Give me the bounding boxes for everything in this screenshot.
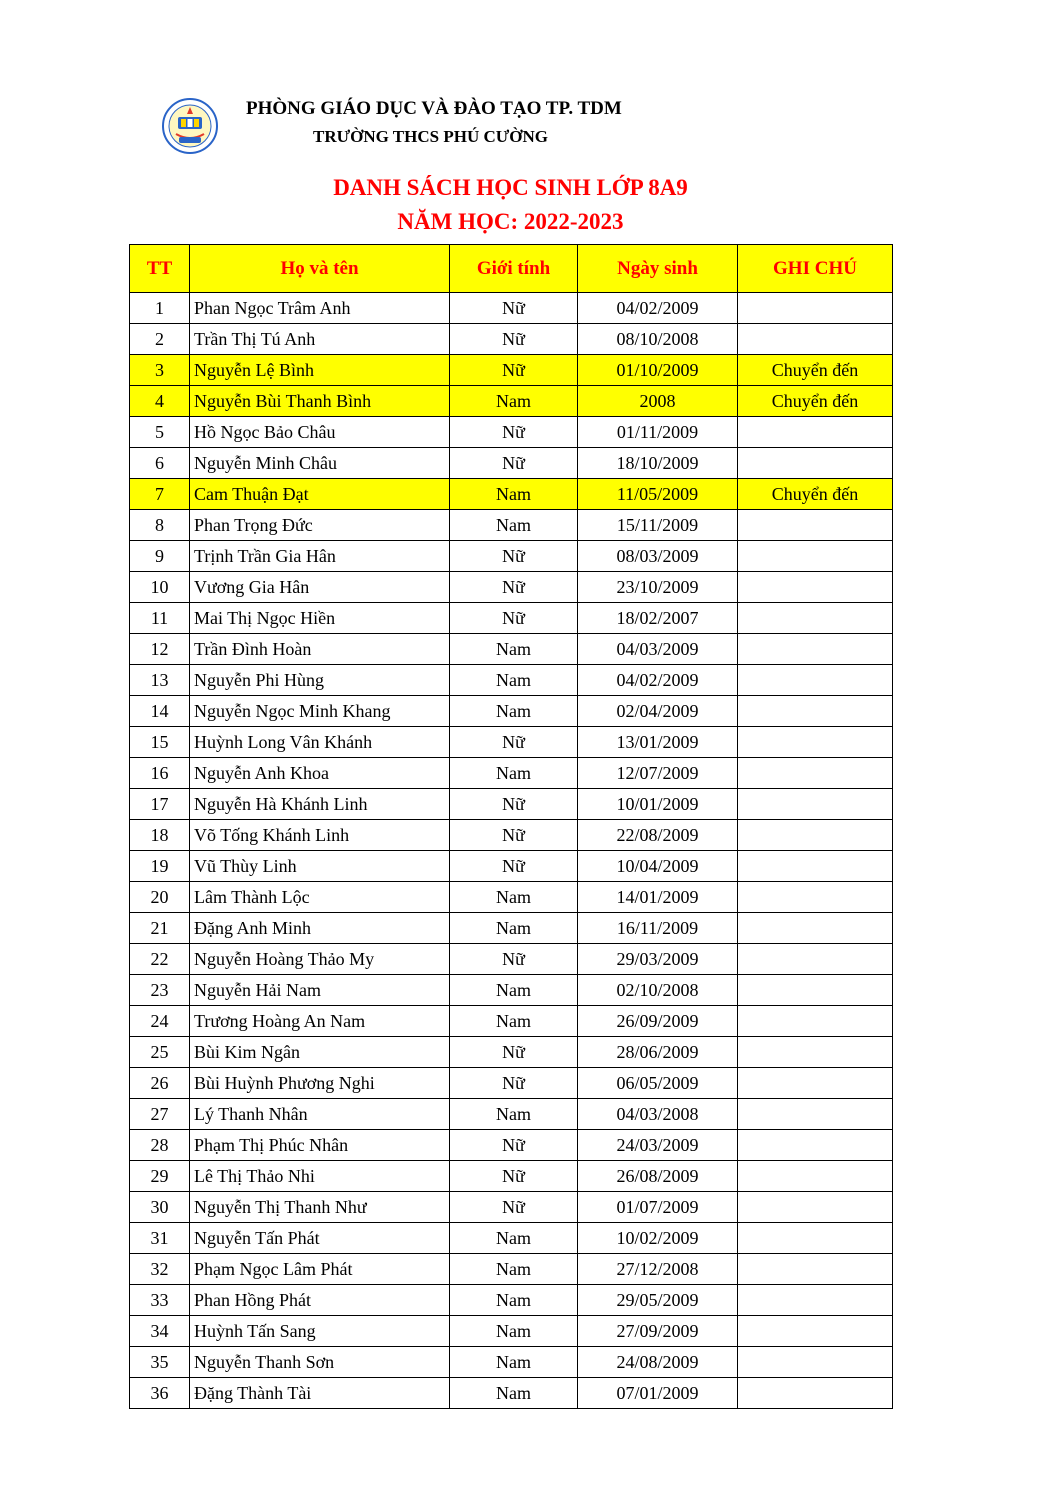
cell-tt: 29 [130, 1161, 190, 1192]
cell-note [738, 913, 893, 944]
cell-dob: 27/12/2008 [578, 1254, 738, 1285]
cell-tt: 4 [130, 386, 190, 417]
cell-note [738, 1130, 893, 1161]
cell-dob: 10/02/2009 [578, 1223, 738, 1254]
cell-dob: 26/09/2009 [578, 1006, 738, 1037]
table-row [130, 541, 893, 572]
cell-gender: Nữ [450, 1161, 578, 1192]
cell-note [738, 417, 893, 448]
cell-name: Đặng Anh Minh [190, 913, 450, 944]
cell-tt: 18 [130, 820, 190, 851]
cell-tt: 23 [130, 975, 190, 1006]
table-row [130, 665, 893, 696]
cell-name: Vương Gia Hân [190, 572, 450, 603]
cell-dob: 24/03/2009 [578, 1130, 738, 1161]
column-header-name: Họ và tên [190, 245, 450, 293]
cell-dob: 24/08/2009 [578, 1347, 738, 1378]
cell-note [738, 820, 893, 851]
cell-gender: Nam [450, 758, 578, 789]
cell-dob: 06/05/2009 [578, 1068, 738, 1099]
cell-tt: 28 [130, 1130, 190, 1161]
table-row [130, 913, 893, 944]
table-row [130, 293, 893, 324]
cell-tt: 17 [130, 789, 190, 820]
table-row [130, 510, 893, 541]
cell-name: Lý Thanh Nhân [190, 1099, 450, 1130]
cell-name: Nguyễn Thị Thanh Như [190, 1192, 450, 1223]
cell-note [738, 1006, 893, 1037]
cell-gender: Nam [450, 1006, 578, 1037]
cell-dob: 11/05/2009 [578, 479, 738, 510]
cell-dob: 18/02/2007 [578, 603, 738, 634]
cell-tt: 3 [130, 355, 190, 386]
cell-dob: 13/01/2009 [578, 727, 738, 758]
cell-name: Huỳnh Long Vân Khánh [190, 727, 450, 758]
cell-name: Nguyễn Ngọc Minh Khang [190, 696, 450, 727]
table-row [130, 696, 893, 727]
org-name: PHÒNG GIÁO DỤC VÀ ĐÀO TẠO TP. TDM [246, 98, 622, 119]
cell-name: Trần Đình Hoàn [190, 634, 450, 665]
cell-tt: 13 [130, 665, 190, 696]
cell-name: Phạm Thị Phúc Nhân [190, 1130, 450, 1161]
cell-name: Phạm Ngọc Lâm Phát [190, 1254, 450, 1285]
cell-name: Hồ Ngọc Bảo Châu [190, 417, 450, 448]
cell-gender: Nam [450, 386, 578, 417]
cell-dob: 14/01/2009 [578, 882, 738, 913]
cell-dob: 15/11/2009 [578, 510, 738, 541]
column-header-tt: TT [130, 245, 190, 293]
cell-note: Chuyển đến [738, 386, 893, 417]
cell-gender: Nam [450, 696, 578, 727]
cell-gender: Nữ [450, 1192, 578, 1223]
cell-dob: 04/02/2009 [578, 665, 738, 696]
cell-tt: 22 [130, 944, 190, 975]
cell-note [738, 1161, 893, 1192]
cell-name: Nguyễn Thanh Sơn [190, 1347, 450, 1378]
cell-name: Nguyễn Hà Khánh Linh [190, 789, 450, 820]
cell-name: Mai Thị Ngọc Hiền [190, 603, 450, 634]
cell-gender: Nữ [450, 417, 578, 448]
table-row [130, 572, 893, 603]
cell-tt: 27 [130, 1099, 190, 1130]
cell-note [738, 1316, 893, 1347]
cell-tt: 34 [130, 1316, 190, 1347]
cell-note [738, 572, 893, 603]
cell-gender: Nữ [450, 727, 578, 758]
cell-gender: Nữ [450, 1130, 578, 1161]
cell-name: Nguyễn Hải Nam [190, 975, 450, 1006]
cell-gender: Nam [450, 665, 578, 696]
cell-dob: 29/03/2009 [578, 944, 738, 975]
table-row [130, 975, 893, 1006]
cell-note [738, 789, 893, 820]
cell-note [738, 293, 893, 324]
cell-note [738, 1347, 893, 1378]
column-header-dob: Ngày sinh [578, 245, 738, 293]
cell-tt: 5 [130, 417, 190, 448]
cell-gender: Nam [450, 913, 578, 944]
cell-note [738, 1223, 893, 1254]
cell-dob: 01/07/2009 [578, 1192, 738, 1223]
cell-dob: 26/08/2009 [578, 1161, 738, 1192]
cell-name: Nguyễn Hoàng Thảo My [190, 944, 450, 975]
table-row [130, 1099, 893, 1130]
cell-name: Nguyễn Anh Khoa [190, 758, 450, 789]
cell-tt: 12 [130, 634, 190, 665]
school-name: TRƯỜNG THCS PHÚ CƯỜNG [313, 127, 549, 146]
cell-gender: Nam [450, 1347, 578, 1378]
cell-dob: 23/10/2009 [578, 572, 738, 603]
cell-note [738, 1099, 893, 1130]
cell-gender: Nữ [450, 324, 578, 355]
cell-gender: Nữ [450, 944, 578, 975]
cell-name: Đặng Thành Tài [190, 1378, 450, 1409]
cell-tt: 14 [130, 696, 190, 727]
cell-note [738, 1192, 893, 1223]
cell-dob: 04/03/2008 [578, 1099, 738, 1130]
cell-dob: 07/01/2009 [578, 1378, 738, 1409]
cell-note [738, 882, 893, 913]
cell-gender: Nam [450, 1285, 578, 1316]
cell-tt: 21 [130, 913, 190, 944]
cell-tt: 6 [130, 448, 190, 479]
document-title: DANH SÁCH HỌC SINH LỚP 8A9 [333, 175, 688, 200]
column-header-gender: Giới tính [450, 245, 578, 293]
cell-name: Vũ Thùy Linh [190, 851, 450, 882]
cell-tt: 33 [130, 1285, 190, 1316]
cell-tt: 32 [130, 1254, 190, 1285]
cell-name: Nguyễn Lệ Bình [190, 355, 450, 386]
cell-dob: 16/11/2009 [578, 913, 738, 944]
table-row [130, 1068, 893, 1099]
table-row [130, 1223, 893, 1254]
cell-tt: 26 [130, 1068, 190, 1099]
table-row [130, 1316, 893, 1347]
cell-gender: Nam [450, 479, 578, 510]
cell-dob: 10/01/2009 [578, 789, 738, 820]
cell-name: Võ Tống Khánh Linh [190, 820, 450, 851]
cell-gender: Nữ [450, 1068, 578, 1099]
cell-gender: Nam [450, 1223, 578, 1254]
cell-gender: Nữ [450, 1037, 578, 1068]
cell-gender: Nữ [450, 355, 578, 386]
table-row [130, 758, 893, 789]
cell-gender: Nam [450, 634, 578, 665]
table-row [130, 1254, 893, 1285]
table-row [130, 789, 893, 820]
cell-name: Trịnh Trần Gia Hân [190, 541, 450, 572]
cell-dob: 27/09/2009 [578, 1316, 738, 1347]
cell-dob: 2008 [578, 386, 738, 417]
cell-dob: 02/10/2008 [578, 975, 738, 1006]
school-year: NĂM HỌC: 2022-2023 [397, 209, 624, 234]
cell-name: Phan Ngọc Trâm Anh [190, 293, 450, 324]
table-row [130, 448, 893, 479]
table-row [130, 851, 893, 882]
table-row [130, 1037, 893, 1068]
cell-name: Nguyễn Tấn Phát [190, 1223, 450, 1254]
table-row [130, 944, 893, 975]
cell-dob: 01/10/2009 [578, 355, 738, 386]
cell-tt: 36 [130, 1378, 190, 1409]
cell-tt: 11 [130, 603, 190, 634]
cell-gender: Nữ [450, 789, 578, 820]
cell-gender: Nữ [450, 448, 578, 479]
table-row [130, 1285, 893, 1316]
cell-tt: 9 [130, 541, 190, 572]
cell-dob: 28/06/2009 [578, 1037, 738, 1068]
cell-tt: 20 [130, 882, 190, 913]
table-row [130, 1347, 893, 1378]
cell-name: Phan Hồng Phát [190, 1285, 450, 1316]
table-row [130, 386, 893, 417]
cell-note [738, 727, 893, 758]
cell-gender: Nam [450, 1099, 578, 1130]
column-header-note: GHI CHÚ [738, 245, 893, 293]
table-row [130, 479, 893, 510]
table-row [130, 1130, 893, 1161]
cell-note: Chuyển đến [738, 479, 893, 510]
cell-tt: 10 [130, 572, 190, 603]
cell-gender: Nam [450, 1254, 578, 1285]
table-row [130, 882, 893, 913]
cell-dob: 22/08/2009 [578, 820, 738, 851]
cell-dob: 29/05/2009 [578, 1285, 738, 1316]
cell-tt: 35 [130, 1347, 190, 1378]
cell-tt: 19 [130, 851, 190, 882]
cell-tt: 25 [130, 1037, 190, 1068]
cell-note [738, 1037, 893, 1068]
cell-note [738, 696, 893, 727]
cell-note [738, 758, 893, 789]
cell-dob: 08/10/2008 [578, 324, 738, 355]
table-row [130, 634, 893, 665]
cell-note [738, 510, 893, 541]
cell-gender: Nữ [450, 603, 578, 634]
cell-name: Lâm Thành Lộc [190, 882, 450, 913]
cell-dob: 04/03/2009 [578, 634, 738, 665]
cell-tt: 30 [130, 1192, 190, 1223]
table-row [130, 727, 893, 758]
cell-note [738, 851, 893, 882]
cell-name: Bùi Kim Ngân [190, 1037, 450, 1068]
cell-note [738, 975, 893, 1006]
cell-tt: 2 [130, 324, 190, 355]
cell-gender: Nữ [450, 572, 578, 603]
cell-tt: 31 [130, 1223, 190, 1254]
cell-gender: Nam [450, 1378, 578, 1409]
table-row [130, 324, 893, 355]
cell-name: Cam Thuận Đạt [190, 479, 450, 510]
cell-note [738, 448, 893, 479]
table-body [130, 293, 893, 1409]
cell-gender: Nam [450, 882, 578, 913]
table-header-row [130, 245, 893, 293]
table-row [130, 1161, 893, 1192]
cell-note [738, 944, 893, 975]
cell-note: Chuyển đến [738, 355, 893, 386]
cell-dob: 18/10/2009 [578, 448, 738, 479]
cell-tt: 1 [130, 293, 190, 324]
cell-dob: 04/02/2009 [578, 293, 738, 324]
table-row [130, 417, 893, 448]
cell-gender: Nam [450, 1316, 578, 1347]
cell-tt: 16 [130, 758, 190, 789]
table-row [130, 1378, 893, 1409]
table-row [130, 1192, 893, 1223]
cell-gender: Nữ [450, 541, 578, 572]
cell-tt: 24 [130, 1006, 190, 1037]
cell-dob: 10/04/2009 [578, 851, 738, 882]
cell-dob: 12/07/2009 [578, 758, 738, 789]
cell-tt: 7 [130, 479, 190, 510]
cell-note [738, 324, 893, 355]
cell-note [738, 541, 893, 572]
student-table [129, 244, 893, 1409]
cell-note [738, 665, 893, 696]
cell-dob: 01/11/2009 [578, 417, 738, 448]
school-logo [162, 98, 218, 154]
cell-tt: 8 [130, 510, 190, 541]
cell-dob: 02/04/2009 [578, 696, 738, 727]
table-row [130, 820, 893, 851]
cell-tt: 15 [130, 727, 190, 758]
table-row [130, 355, 893, 386]
cell-name: Nguyễn Phi Hùng [190, 665, 450, 696]
table-row [130, 603, 893, 634]
cell-name: Huỳnh Tấn Sang [190, 1316, 450, 1347]
cell-dob: 08/03/2009 [578, 541, 738, 572]
cell-gender: Nữ [450, 820, 578, 851]
cell-name: Trương Hoàng An Nam [190, 1006, 450, 1037]
cell-note [738, 634, 893, 665]
cell-name: Lê Thị Thảo Nhi [190, 1161, 450, 1192]
cell-gender: Nữ [450, 293, 578, 324]
cell-name: Phan Trọng Đức [190, 510, 450, 541]
cell-gender: Nam [450, 510, 578, 541]
cell-name: Bùi Huỳnh Phương Nghi [190, 1068, 450, 1099]
table-row [130, 1006, 893, 1037]
cell-note [738, 1068, 893, 1099]
cell-gender: Nam [450, 975, 578, 1006]
cell-gender: Nữ [450, 851, 578, 882]
cell-note [738, 1285, 893, 1316]
cell-note [738, 1254, 893, 1285]
cell-note [738, 603, 893, 634]
cell-name: Trần Thị Tú Anh [190, 324, 450, 355]
cell-name: Nguyễn Bùi Thanh Bình [190, 386, 450, 417]
cell-note [738, 1378, 893, 1409]
cell-name: Nguyễn Minh Châu [190, 448, 450, 479]
